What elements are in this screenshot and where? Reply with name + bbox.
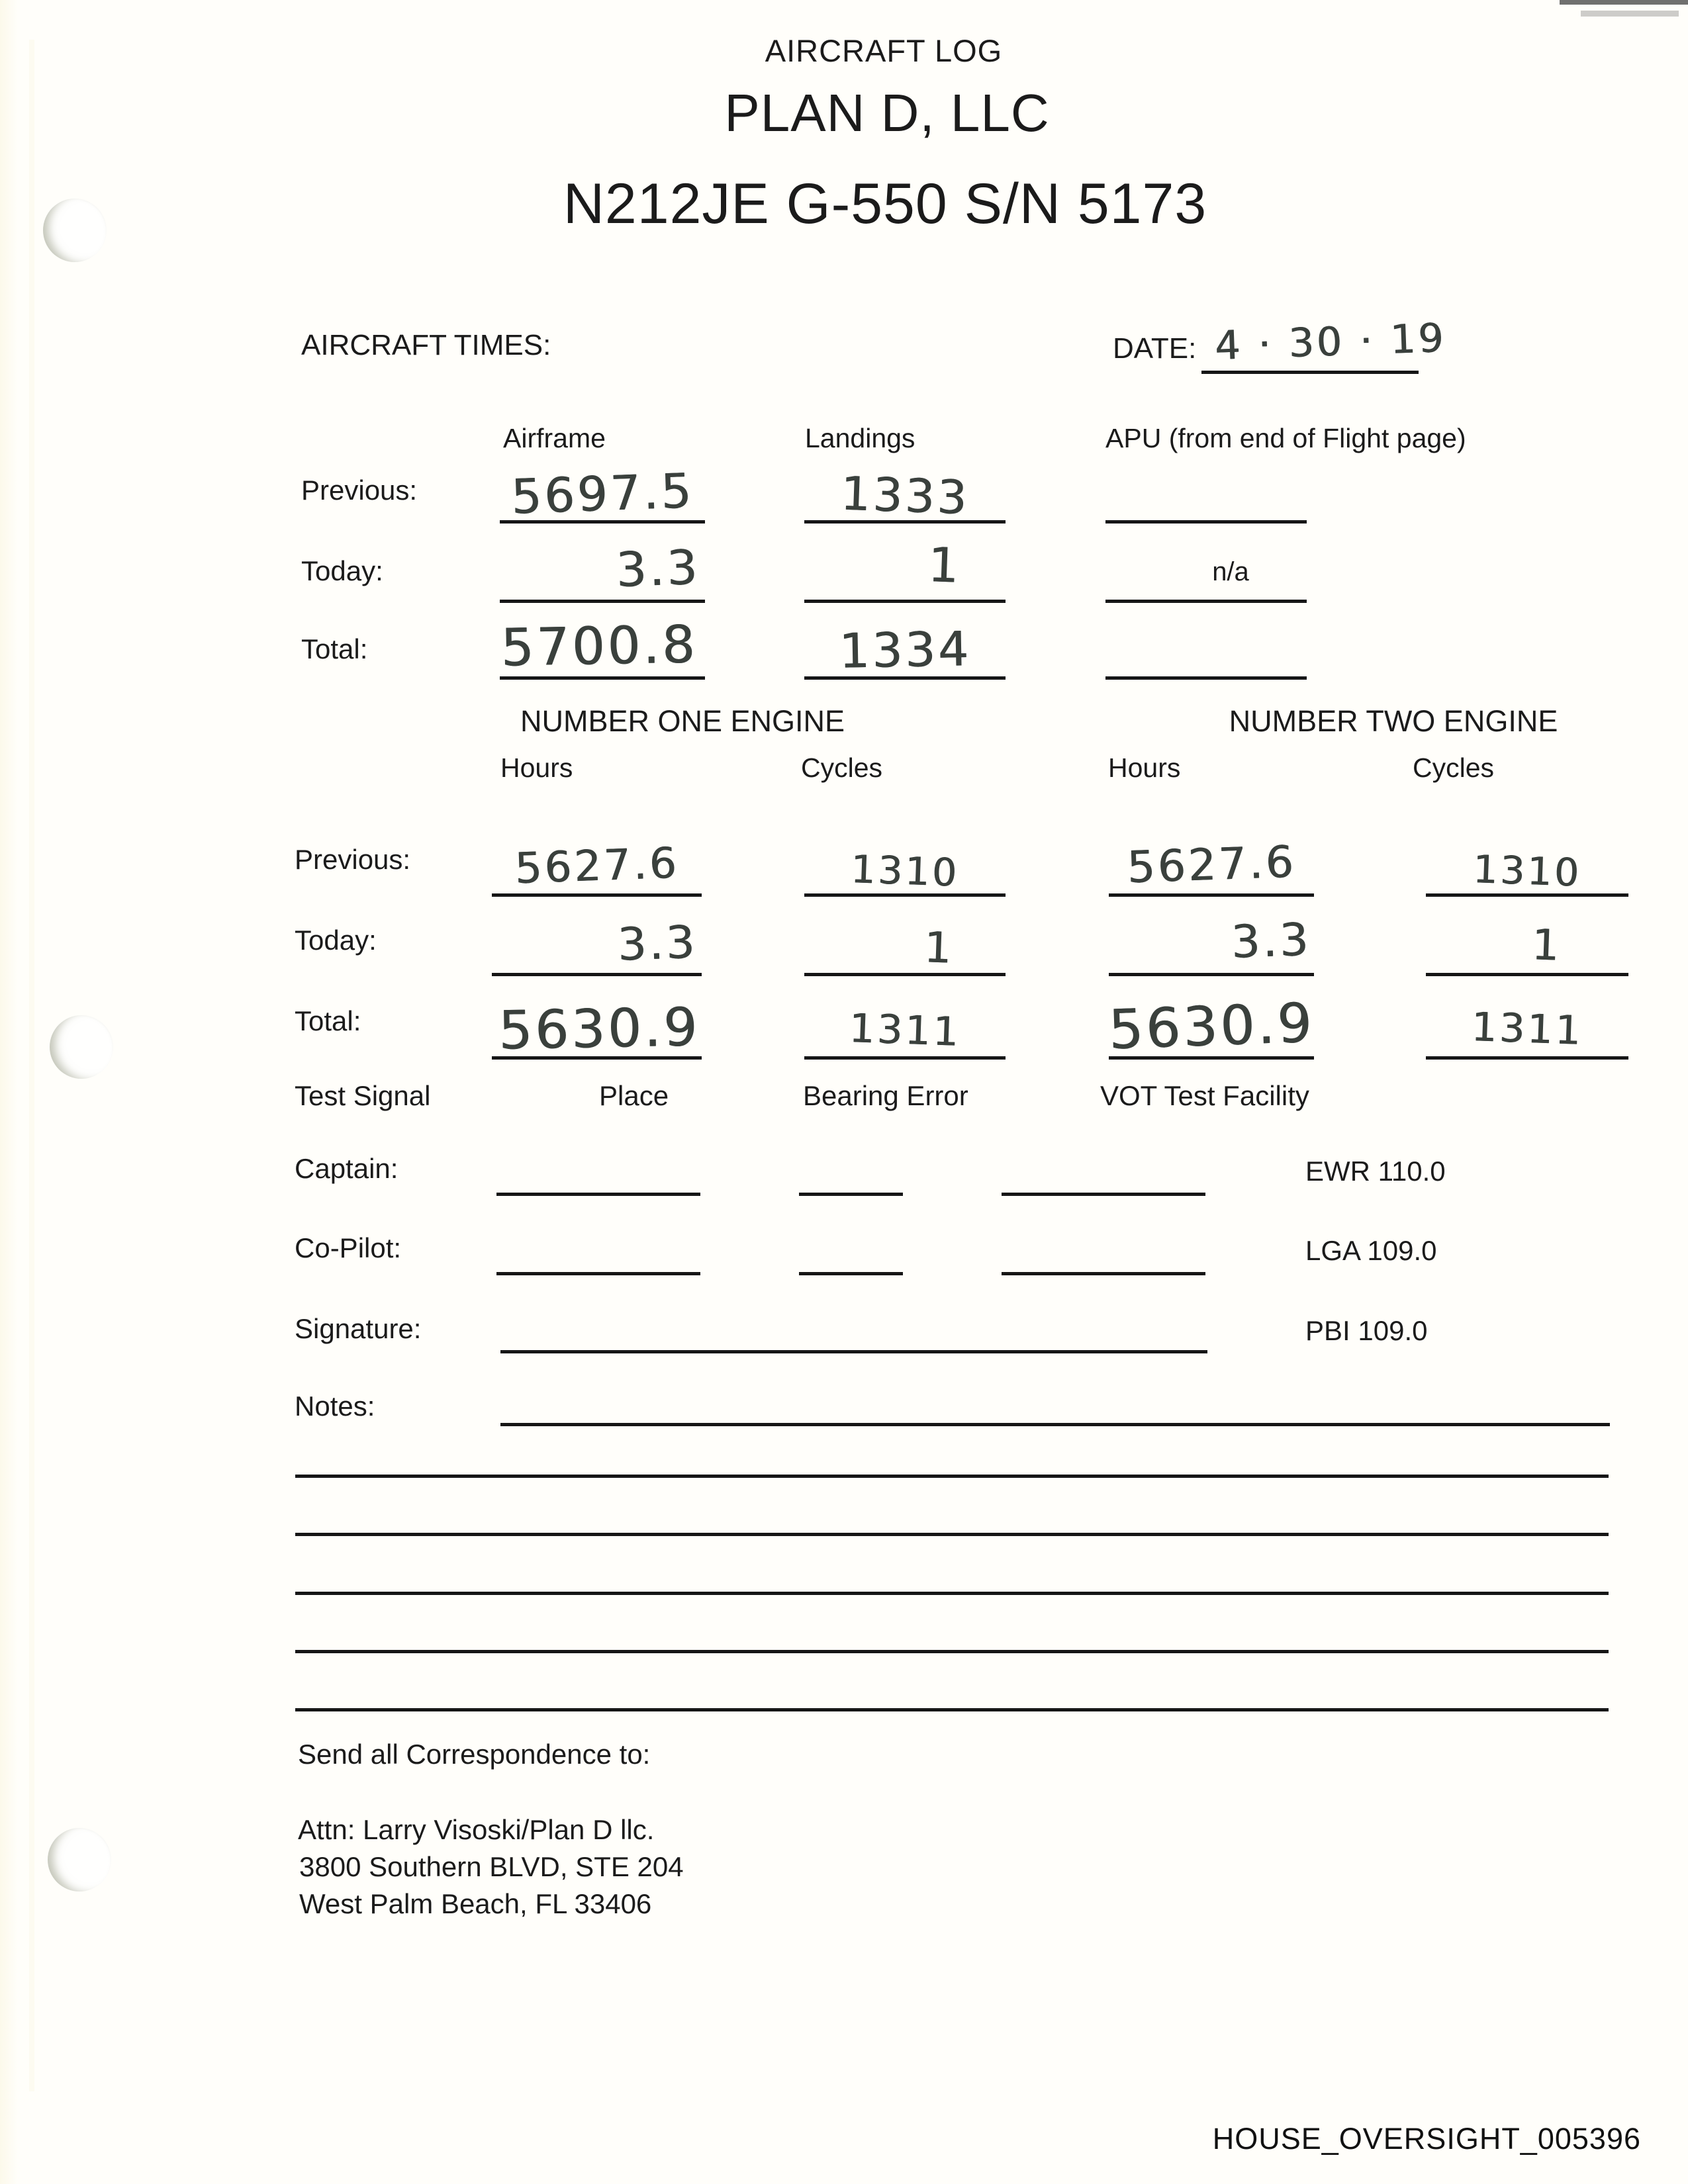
total-landings-value: 1334 (838, 621, 972, 679)
e1-total-hours-value: 5630.9 (498, 996, 700, 1062)
engine-row-label-today: Today: (295, 925, 377, 956)
notes-line-2 (295, 1475, 1609, 1478)
total-airframe-value: 5700.8 (500, 615, 698, 678)
engine-one-hours-header: Hours (500, 752, 573, 783)
column-header-test-signal: Test Signal (295, 1080, 431, 1111)
e1-today-cycles-line (804, 973, 1006, 976)
column-header-place: Place (599, 1080, 669, 1111)
e2-today-cycles-line (1426, 973, 1628, 976)
e2-total-cycles-line (1426, 1056, 1628, 1060)
hole-punch-middle (50, 1015, 113, 1079)
bates-number: HOUSE_OVERSIGHT_005396 (1212, 2122, 1641, 2156)
correspondence-heading: Send all Correspondence to: (298, 1739, 651, 1770)
notes-line-5 (295, 1650, 1609, 1653)
company-name: PLAN D, LLC (724, 83, 1050, 142)
e1-previous-hours-line (492, 893, 702, 897)
previous-landings-value: 1333 (839, 466, 970, 525)
notes-line-6 (295, 1708, 1609, 1711)
column-header-landings: Landings (805, 423, 915, 453)
e1-today-hours-value: 3.3 (616, 916, 698, 972)
times-row-label-today: Today: (301, 555, 383, 586)
previous-apu-line (1105, 520, 1307, 523)
times-row-label-previous: Previous: (301, 475, 418, 506)
row-label-copilot: Co-Pilot: (295, 1232, 402, 1263)
e1-today-cycles-value: 1 (923, 923, 955, 974)
copilot-place-line (496, 1272, 700, 1275)
e1-total-cycles-value: 1311 (848, 1005, 962, 1056)
engine-one-cycles-header: Cycles (801, 752, 883, 783)
e1-previous-hours-value: 5627.6 (514, 839, 680, 894)
e2-today-hours-value: 3.3 (1230, 913, 1312, 969)
e2-total-cycles-value: 1311 (1470, 1004, 1584, 1054)
today-airframe-value: 3.3 (615, 539, 701, 598)
hole-punch-bottom (48, 1828, 111, 1891)
today-landings-value: 1 (927, 537, 962, 594)
date-underline (1201, 371, 1419, 374)
engine-two-hours-header: Hours (1108, 752, 1181, 783)
scan-edge-line (29, 40, 34, 2091)
aircraft-times-label: AIRCRAFT TIMES: (301, 329, 551, 361)
date-label: DATE: (1113, 332, 1197, 365)
log-title: AIRCRAFT LOG (765, 33, 1003, 68)
engine-two-cycles-header: Cycles (1413, 752, 1495, 783)
total-apu-line (1105, 676, 1307, 680)
today-apu-value: n/a (1212, 557, 1249, 586)
e2-today-cycles-value: 1 (1530, 921, 1562, 971)
previous-airframe-value: 5697.5 (510, 463, 695, 525)
engine-one-title: NUMBER ONE ENGINE (520, 704, 845, 738)
aircraft-identifier: N212JE G-550 S/N 5173 (563, 172, 1207, 236)
e1-total-cycles-line (804, 1056, 1006, 1060)
copilot-bearing-line (799, 1272, 903, 1275)
e2-today-hours-line (1109, 973, 1314, 976)
scan-edge-band (0, 0, 20, 2184)
e2-previous-cycles-value: 1310 (1472, 846, 1582, 895)
hole-punch-top (43, 199, 107, 262)
notes-line-3 (295, 1533, 1609, 1536)
row-label-notes: Notes: (295, 1390, 375, 1422)
facility-ewr: EWR 110.0 (1305, 1156, 1446, 1187)
e2-previous-hours-line (1109, 893, 1314, 897)
notes-line-1 (500, 1423, 1610, 1426)
row-label-captain: Captain: (295, 1153, 399, 1184)
engine-row-label-previous: Previous: (295, 844, 411, 875)
notes-line-4 (295, 1592, 1609, 1595)
engine-two-title: NUMBER TWO ENGINE (1229, 704, 1558, 738)
scan-smudge-top-right (1560, 0, 1688, 5)
correspondence-attn: Attn: Larry Visoski/Plan D llc. (298, 1814, 655, 1845)
signature-line (500, 1350, 1207, 1353)
facility-lga: LGA 109.0 (1305, 1235, 1437, 1266)
captain-place-line (496, 1193, 700, 1196)
times-row-label-total: Total: (301, 633, 368, 664)
column-header-vot-facility: VOT Test Facility (1100, 1080, 1309, 1111)
correspondence-street: 3800 Southern BLVD, STE 204 (299, 1851, 684, 1882)
column-header-apu: APU (from end of Flight page) (1105, 423, 1466, 453)
today-apu-line (1105, 600, 1307, 603)
correspondence-city: West Palm Beach, FL 33406 (299, 1888, 652, 1919)
today-landings-line (804, 600, 1006, 603)
copilot-facility-line (1002, 1272, 1205, 1275)
e2-total-hours-value: 5630.9 (1107, 991, 1316, 1062)
captain-bearing-line (799, 1193, 903, 1196)
column-header-bearing-error: Bearing Error (803, 1080, 968, 1111)
facility-pbi: PBI 109.0 (1305, 1315, 1428, 1346)
scan-smudge-top-right-2 (1581, 11, 1679, 17)
column-header-airframe: Airframe (503, 423, 606, 453)
e1-previous-cycles-value: 1310 (850, 846, 960, 895)
row-label-signature: Signature: (295, 1313, 422, 1344)
date-value-handwritten: 4 · 30 · 19 (1213, 314, 1447, 370)
captain-facility-line (1002, 1193, 1205, 1196)
e2-previous-hours-value: 5627.6 (1126, 836, 1297, 893)
engine-row-label-total: Total: (295, 1005, 361, 1036)
